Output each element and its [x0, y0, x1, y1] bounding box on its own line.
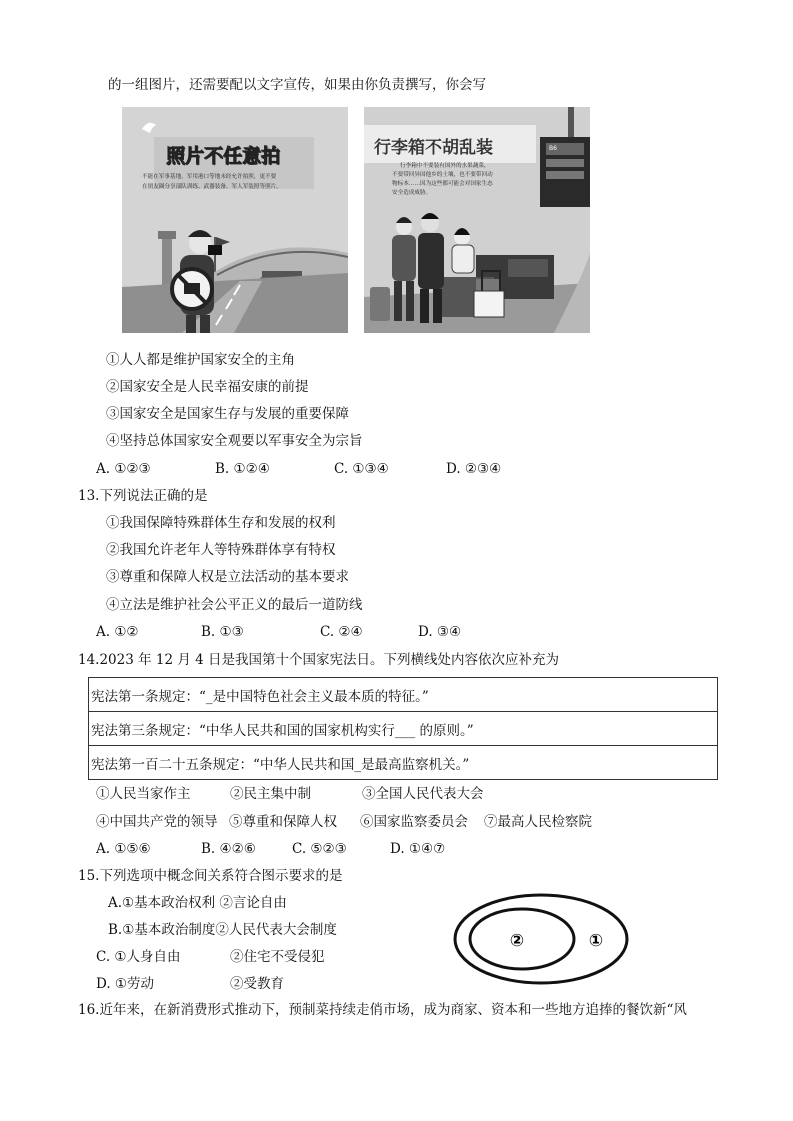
q13-option-a[interactable]: A. ①② — [96, 624, 139, 640]
q14-option-b[interactable]: B. ④②⑥ — [201, 841, 256, 857]
constitution-article-3: 宪法第三条规定：“中华人民共和国的国家机构实行___ 的原则。” — [89, 712, 718, 746]
poster-left-title: 照片不任意拍 — [166, 145, 281, 167]
poster-right-title: 行李箱不胡乱装 — [374, 138, 493, 158]
poster-right-text-2: 不要带回异国他乡的土壤，也不要带回动 — [392, 172, 493, 178]
q12-statement-3: ③国家安全是国家生存与发展的重要保障 — [106, 406, 349, 422]
venn-inner-label: ② — [509, 931, 525, 951]
q14-item-3: ③全国人民代表大会 — [362, 786, 484, 802]
intro-line: 的一组图片，还需要配以文字宣传，如果由你负责撰写，你会写 — [108, 77, 486, 93]
poster-luggage — [364, 107, 590, 333]
q13-statement-3: ③尊重和保障人权是立法活动的基本要求 — [106, 569, 349, 585]
q15-option-c[interactable]: C. ①人身自由 — [96, 949, 181, 965]
q13-option-d[interactable]: D. ③④ — [418, 624, 462, 640]
venn-diagram — [452, 892, 630, 986]
venn-outer-label: ① — [588, 931, 604, 951]
poster-left-text-2: 在朋友圈分享部队训练、武器装备、军人军装照等照片。 — [142, 184, 282, 190]
poster-right-text-3: 物标本……因为这些都可能会对国家生态 — [392, 181, 493, 187]
table-row — [89, 678, 718, 712]
q13-statement-4: ④立法是维护社会公平正义的最后一道防线 — [106, 597, 363, 613]
constitution-article-125: 宪法第一百二十五条规定：“中华人民共和国_是最高监察机关。” — [89, 746, 718, 780]
poster-right-gate-label: B6 — [549, 145, 557, 152]
q13-option-c[interactable]: C. ②④ — [320, 624, 363, 640]
table-row — [89, 712, 718, 746]
table-row — [89, 746, 718, 780]
q15-option-d-second: ②受教育 — [230, 976, 284, 992]
q13-stem: 13.下列说法正确的是 — [78, 488, 208, 504]
q14-item-1: ①人民当家作主 — [96, 786, 191, 802]
q14-item-5: ⑤尊重和保障人权 — [229, 814, 337, 830]
q13-statement-2: ②我国允许老年人等特殊群体享有特权 — [106, 542, 336, 558]
q14-item-4: ④中国共产党的领导 — [96, 814, 218, 830]
q16-stem: 16.近年来，在新消费形式推动下，预制菜持续走俏市场，成为商家、资本和一些地方追捧的餐饮新“风 — [78, 1002, 687, 1018]
q12-option-b[interactable]: B. ①②④ — [215, 461, 270, 477]
poster-right-text-4: 安全造成威胁。 — [392, 190, 432, 196]
q15-option-c-second: ②住宅不受侵犯 — [230, 949, 325, 965]
q14-stem: 14.2023 年 12 月 4 日是我国第十个国家宪法日。下列横线处内容依次应补充为 — [78, 652, 560, 668]
q12-statement-4: ④坚持总体国家安全观要以军事安全为宗旨 — [106, 433, 363, 449]
q15-option-a[interactable]: A.①基本政治权利 ②言论自由 — [108, 895, 287, 911]
q14-option-a[interactable]: A. ①⑤⑥ — [96, 841, 151, 857]
q12-option-a[interactable]: A. ①②③ — [96, 461, 151, 477]
poster-no-random-photos — [122, 107, 348, 333]
poster-left-text-1: 不能在军事基地、军用港口等地未经允许拍照，更不要 — [142, 174, 277, 180]
q12-option-c[interactable]: C. ①③④ — [334, 461, 389, 477]
q12-statement-1: ①人人都是维护国家安全的主角 — [106, 352, 295, 368]
constitution-article-1: 宪法第一条规定：“_是中国特色社会主义最本质的特征。” — [89, 678, 718, 712]
q14-item-7: ⑦最高人民检察院 — [484, 814, 592, 830]
constitution-table — [88, 677, 718, 780]
q12-option-d[interactable]: D. ②③④ — [446, 461, 502, 477]
q15-option-d[interactable]: D. ①劳动 — [96, 976, 155, 992]
q13-option-b[interactable]: B. ①③ — [201, 624, 244, 640]
q14-option-c[interactable]: C. ⑤②③ — [292, 841, 347, 857]
q14-item-6: ⑥国家监察委员会 — [360, 814, 468, 830]
q13-statement-1: ①我国保障特殊群体生存和发展的权利 — [106, 515, 336, 531]
q12-statement-2: ②国家安全是人民幸福安康的前提 — [106, 379, 309, 395]
q14-option-d[interactable]: D. ①④⑦ — [390, 841, 446, 857]
q15-stem: 15.下列选项中概念间关系符合图示要求的是 — [78, 868, 343, 884]
q14-item-2: ②民主集中制 — [230, 786, 311, 802]
q15-option-b[interactable]: B.①基本政治制度②人民代表大会制度 — [108, 922, 337, 938]
poster-right-text-1: 行李箱中不要装有国外的水果蔬菜， — [400, 163, 490, 169]
